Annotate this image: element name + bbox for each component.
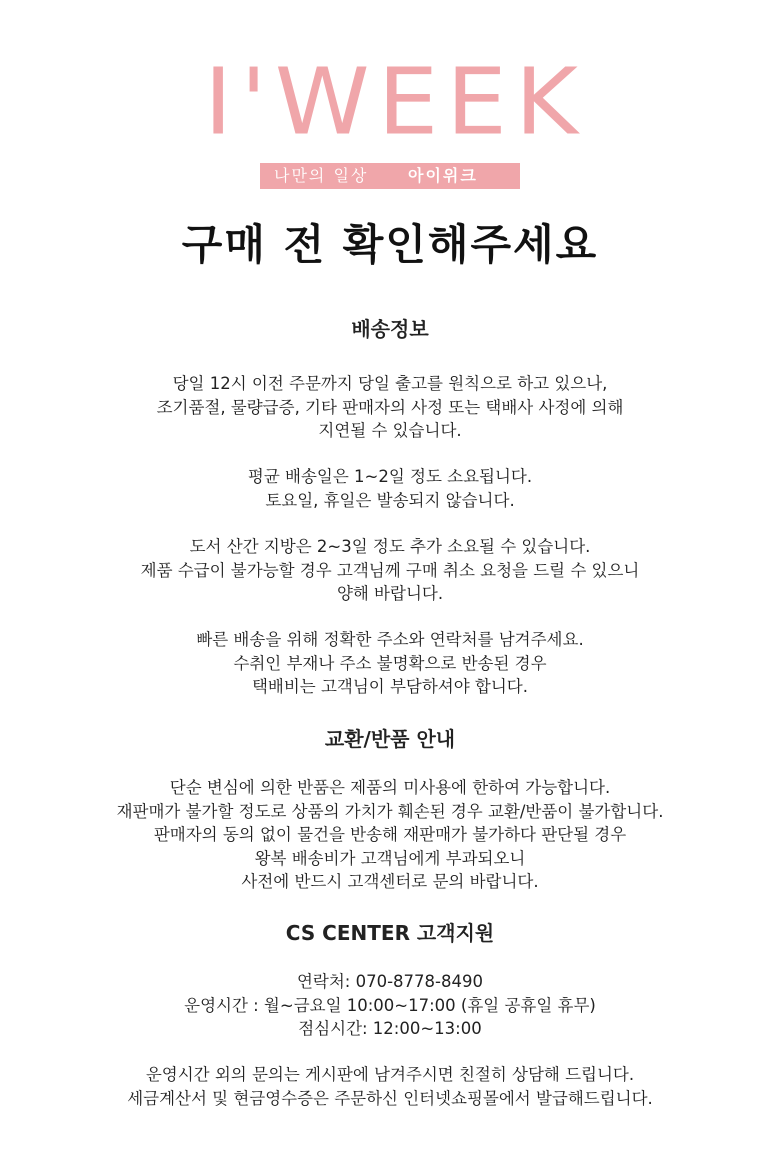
- cs-hours-line: 운영시간 : 월~금요일 10:00~17:00 (휴일 공휴일 휴무): [184, 995, 596, 1015]
- logo-tagline: 나만의 일상: [274, 166, 369, 185]
- brand-logo: [200, 48, 586, 190]
- shipping-line: 토요일, 휴일은 발송되지 않습니다.: [265, 490, 515, 510]
- returns-line: 판매자의 동의 없이 물건을 반송해 재판매가 불가하다 판단될 경우: [153, 825, 627, 844]
- cs-lunch-line: 점심시간: 12:00~13:00: [298, 1019, 482, 1038]
- shipping-line: 제품 수급이 불가능할 경우 고객님께 구매 취소 요청을 드릴 수 있으니: [140, 560, 640, 580]
- shipping-line: 조기품절, 물량급증, 기타 판매자의 사정 또는 택배사 사정에 의해: [156, 397, 624, 417]
- cs-notice-line: 운영시간 외의 문의는 게시판에 남겨주시면 친절히 상담해 드립니다.: [145, 1065, 635, 1084]
- logo-tagline-bar: [260, 163, 520, 189]
- returns-heading: 교환/반품 안내: [324, 727, 456, 751]
- shipping-section: [0, 314, 780, 344]
- shipping-line: 양해 바랍니다.: [336, 584, 444, 603]
- shipping-heading: 배송정보: [351, 317, 429, 341]
- page-title: 구매 전 확인해주세요: [181, 220, 599, 269]
- logo-brand-name: 아이위크: [408, 166, 478, 185]
- shipping-line: 도서 산간 지방은 2~3일 정도 추가 소요될 수 있습니다.: [189, 537, 591, 556]
- shipping-paragraph: [0, 465, 780, 512]
- shipping-line: 택배비는 고객님이 부담하셔야 합니다.: [251, 677, 528, 696]
- cs-notice-line: 세금계산서 및 현금영수증은 주문하신 인터넷쇼핑몰에서 발급해드립니다.: [127, 1088, 653, 1108]
- returns-line: 왕복 배송비가 고객님에게 부과되오니: [254, 848, 526, 868]
- returns-line: 사전에 반드시 고객센터로 문의 바랍니다.: [241, 872, 539, 891]
- cs-notice: [0, 1063, 780, 1110]
- logo-wordmark: I'WEEK: [204, 48, 586, 156]
- returns-line: 재판매가 불가할 정도로 상품의 가치가 훼손된 경우 교환/반품이 불가합니다.: [116, 801, 664, 821]
- returns-section: [0, 724, 780, 754]
- shipping-line: 평균 배송일은 1~2일 정도 소요됩니다.: [247, 467, 533, 486]
- shipping-line: 지연될 수 있습니다.: [318, 421, 462, 440]
- returns-line: 단순 변심에 의한 반품은 제품의 미사용에 한하여 가능합니다.: [169, 778, 611, 797]
- shipping-paragraph: [0, 535, 780, 606]
- shipping-line: 당일 12시 이전 주문까지 당일 출고를 원칙으로 하고 있으나,: [172, 374, 608, 393]
- shipping-line: 빠른 배송을 위해 정확한 주소와 연락처를 남겨주세요.: [196, 630, 584, 649]
- returns-paragraph: [0, 776, 780, 894]
- cs-hours: [0, 970, 780, 1041]
- shipping-paragraph: [0, 372, 780, 443]
- shipping-paragraph: [0, 628, 780, 699]
- cs-heading: CS CENTER 고객지원: [285, 921, 495, 945]
- shipping-line: 수취인 부재나 주소 불명확으로 반송된 경우: [233, 653, 547, 673]
- cs-contact-line: 연락처: 070-8778-8490: [296, 972, 483, 991]
- cs-section: [0, 918, 780, 948]
